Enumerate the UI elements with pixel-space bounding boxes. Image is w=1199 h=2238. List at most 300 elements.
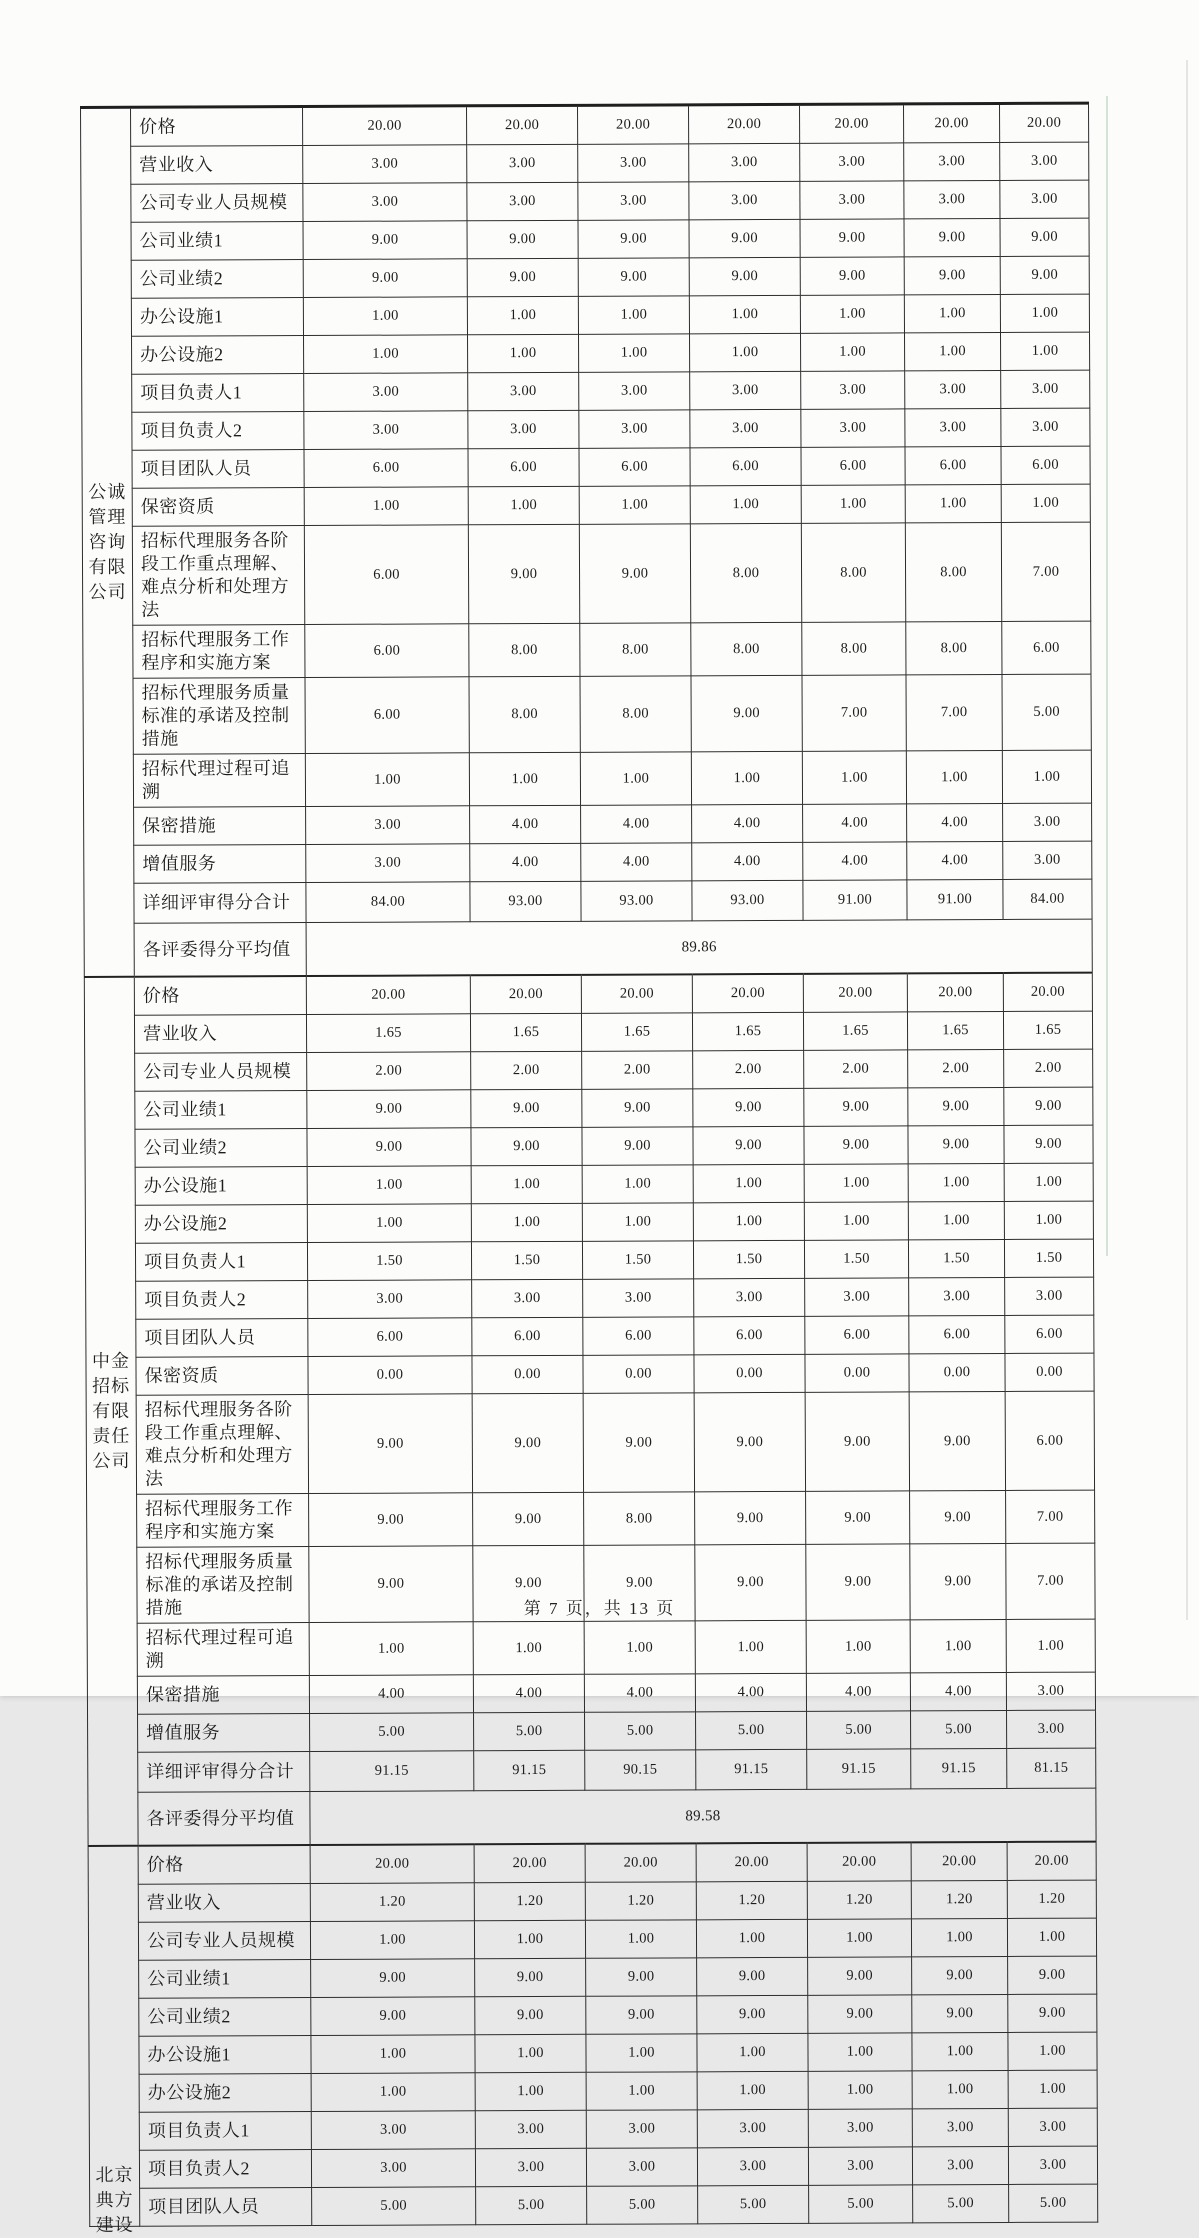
table-row xyxy=(82,522,1090,625)
score-cell: 7.00 xyxy=(1006,1543,1095,1619)
criterion-label: 保密资质 xyxy=(136,1357,308,1396)
score-cell: 9.00 xyxy=(805,1392,909,1491)
score-cell: 3.00 xyxy=(690,371,801,409)
table-row xyxy=(87,1672,1095,1714)
score-cell: 5.00 xyxy=(1002,674,1091,750)
score-cell: 5.00 xyxy=(807,1711,911,1749)
table-row xyxy=(82,370,1090,412)
score-cell: 9.00 xyxy=(586,1958,697,1996)
score-cell: 3.00 xyxy=(1003,841,1092,879)
score-cell: 3.00 xyxy=(904,180,1000,218)
average-row xyxy=(88,1788,1096,1846)
score-cell: 1.00 xyxy=(804,1164,908,1202)
table-row xyxy=(89,2070,1097,2112)
score-cell: 91.15 xyxy=(310,1751,474,1792)
table-row xyxy=(81,294,1089,336)
company-name xyxy=(84,977,138,1846)
score-cell: 3.00 xyxy=(1000,180,1089,218)
criterion-label: 公司业绩2 xyxy=(139,1998,311,2037)
score-cell: 1.20 xyxy=(911,1880,1007,1918)
company-name-text: 公诚 管理 咨询 有限 公司 xyxy=(88,481,127,602)
score-cell: 20.00 xyxy=(581,974,692,1013)
score-cell: 3.00 xyxy=(912,2146,1008,2184)
score-cell: 1.00 xyxy=(906,750,1002,803)
score-cell: 9.00 xyxy=(804,1126,908,1164)
score-cell: 1.50 xyxy=(908,1239,1004,1277)
criterion-label: 保密措施 xyxy=(134,807,306,846)
score-cell: 6.00 xyxy=(801,447,905,485)
score-cell: 6.00 xyxy=(468,448,579,486)
score-cell: 2.00 xyxy=(693,1050,804,1088)
table-row xyxy=(84,841,1092,883)
score-cell: 1.50 xyxy=(307,1242,471,1281)
score-cell: 1.00 xyxy=(1002,750,1091,803)
score-cell: 3.00 xyxy=(583,1279,694,1317)
score-cell: 3.00 xyxy=(304,373,468,412)
score-cell: 20.00 xyxy=(907,973,1003,1012)
score-cell: 20.00 xyxy=(578,105,689,144)
score-cell: 2.00 xyxy=(908,1049,1004,1087)
score-cell: 9.00 xyxy=(583,1393,694,1492)
criterion-label: 项目负责人1 xyxy=(132,374,304,413)
criterion-label: 价格 xyxy=(138,1845,310,1884)
score-cell: 9.00 xyxy=(584,1545,695,1621)
score-cell: 91.15 xyxy=(807,1749,911,1789)
score-cell: 1.00 xyxy=(804,1202,908,1240)
score-cell: 1.00 xyxy=(309,1622,473,1676)
score-cell: 20.00 xyxy=(474,1844,585,1883)
criterion-label: 办公设施2 xyxy=(132,336,304,375)
score-cell: 3.00 xyxy=(472,1279,583,1317)
score-cell: 20.00 xyxy=(903,103,999,142)
score-cell: 1.00 xyxy=(310,1921,474,1960)
score-cell: 2.00 xyxy=(307,1052,471,1091)
score-cell: 3.00 xyxy=(579,410,690,448)
score-cell: 3.00 xyxy=(904,142,1000,180)
score-cell: 5.00 xyxy=(474,1712,585,1750)
table-row xyxy=(86,1277,1094,1319)
score-cell: 9.00 xyxy=(467,258,578,296)
score-cell: 1.00 xyxy=(579,486,690,524)
score-cell: 81.15 xyxy=(1007,1748,1096,1788)
table-row xyxy=(82,484,1090,526)
score-cell: 2.00 xyxy=(804,1050,908,1088)
score-cell: 5.00 xyxy=(911,1710,1007,1748)
criterion-label: 营业收入 xyxy=(134,1015,306,1054)
table-row xyxy=(89,2146,1097,2188)
score-cell: 3.00 xyxy=(308,1280,472,1319)
score-cell: 3.00 xyxy=(1008,2146,1097,2184)
score-cell: 5.00 xyxy=(476,2186,587,2224)
score-cell: 4.00 xyxy=(473,1674,584,1712)
score-cell: 3.00 xyxy=(1008,2108,1097,2146)
score-cell: 6.00 xyxy=(583,1317,694,1355)
score-cell: 9.00 xyxy=(910,1543,1006,1619)
score-cell: 93.00 xyxy=(581,881,692,921)
score-cell: 9.00 xyxy=(904,256,1000,294)
criterion-label: 公司业绩2 xyxy=(131,260,303,299)
score-cell: 6.00 xyxy=(805,1316,909,1354)
criterion-label: 办公设施1 xyxy=(135,1167,307,1206)
score-cell: 20.00 xyxy=(689,104,800,143)
table-row xyxy=(85,1239,1093,1281)
table-row xyxy=(88,1918,1096,1960)
score-cell: 1.00 xyxy=(910,1619,1006,1672)
score-cell: 4.00 xyxy=(695,1673,806,1711)
score-cell: 3.00 xyxy=(467,144,578,182)
score-cell: 6.00 xyxy=(472,1317,583,1355)
score-cell: 8.00 xyxy=(801,523,905,622)
score-cell: 3.00 xyxy=(1001,370,1090,408)
score-cell: 9.00 xyxy=(1000,218,1089,256)
score-cell: 3.00 xyxy=(690,409,801,447)
score-cell: 9.00 xyxy=(473,1492,584,1545)
score-cell: 1.00 xyxy=(912,2032,1008,2070)
score-cell: 9.00 xyxy=(689,219,800,257)
criterion-label: 招标代理服务各阶段工作重点理解、难点分析和处理方法 xyxy=(132,526,304,626)
score-cell: 1.65 xyxy=(470,1013,581,1051)
criterion-label: 营业收入 xyxy=(138,1884,310,1923)
score-cell: 3.00 xyxy=(689,181,800,219)
score-cell: 9.00 xyxy=(471,1127,582,1165)
score-cell: 1.20 xyxy=(474,1882,585,1920)
scan-streak-artifact xyxy=(1186,60,1188,1620)
criterion-label: 办公设施2 xyxy=(139,2074,311,2113)
score-cell: 1.00 xyxy=(904,332,1000,370)
score-cell: 6.00 xyxy=(1001,446,1090,484)
score-cell: 1.00 xyxy=(307,1204,471,1243)
criterion-label: 保密措施 xyxy=(137,1676,309,1715)
score-cell: 1.00 xyxy=(800,333,904,371)
score-cell: 9.00 xyxy=(800,219,904,257)
score-cell: 6.00 xyxy=(694,1316,805,1354)
score-cell: 84.00 xyxy=(306,882,470,923)
table-row xyxy=(83,621,1091,678)
score-cell: 0.00 xyxy=(694,1354,805,1392)
score-cell: 3.00 xyxy=(801,371,905,409)
score-cell: 9.00 xyxy=(473,1545,584,1621)
score-cell: 3.00 xyxy=(689,143,800,181)
scan-streak-artifact xyxy=(1106,96,1108,1256)
criterion-label: 招标代理服务质量标准的承诺及控制措施 xyxy=(133,678,305,755)
table-row xyxy=(81,256,1089,298)
score-cell: 1.00 xyxy=(467,296,578,334)
score-cell: 9.00 xyxy=(309,1546,473,1623)
score-cell: 3.00 xyxy=(909,1277,1005,1315)
score-cell: 3.00 xyxy=(800,143,904,181)
criterion-label: 详细评审得分合计 xyxy=(134,883,306,924)
score-cell: 1.00 xyxy=(693,1164,804,1202)
score-cell: 5.00 xyxy=(698,2185,809,2223)
score-cell: 1.00 xyxy=(801,485,905,523)
score-cell: 6.00 xyxy=(304,525,468,625)
score-cell: 8.00 xyxy=(469,676,580,752)
table-row xyxy=(85,1087,1093,1129)
score-cell: 20.00 xyxy=(799,104,903,143)
score-cell: 1.00 xyxy=(475,2034,586,2072)
score-cell: 0.00 xyxy=(805,1354,909,1392)
criterion-label: 招标代理服务工作程序和实施方案 xyxy=(137,1494,309,1548)
table-row xyxy=(85,1125,1093,1167)
table-row xyxy=(86,1315,1094,1357)
score-cell: 3.00 xyxy=(586,2110,697,2148)
criterion-label: 详细评审得分合计 xyxy=(138,1752,310,1793)
score-cell: 7.00 xyxy=(906,674,1002,750)
score-cell: 0.00 xyxy=(308,1356,472,1395)
score-cell: 8.00 xyxy=(802,622,906,675)
score-cell: 3.00 xyxy=(468,372,579,410)
criterion-label: 公司专业人员规模 xyxy=(131,184,303,223)
score-cell: 1.00 xyxy=(311,2035,475,2074)
score-cell: 4.00 xyxy=(907,841,1003,879)
score-cell: 9.00 xyxy=(806,1491,910,1544)
score-cell: 93.00 xyxy=(470,881,581,921)
score-cell: 4.00 xyxy=(309,1675,473,1714)
score-cell: 3.00 xyxy=(311,2111,475,2150)
criterion-label: 营业收入 xyxy=(131,146,303,185)
score-cell: 3.00 xyxy=(800,181,904,219)
score-cell: 3.00 xyxy=(1003,803,1092,841)
score-cell: 3.00 xyxy=(1007,1710,1096,1748)
table-row xyxy=(84,879,1092,923)
score-cell: 9.00 xyxy=(689,257,800,295)
criterion-label: 项目负责人1 xyxy=(139,2112,311,2151)
score-cell: 3.00 xyxy=(697,2147,808,2185)
score-cell: 5.00 xyxy=(696,1711,807,1749)
score-cell: 1.00 xyxy=(303,297,467,336)
score-cell: 1.20 xyxy=(310,1883,474,1922)
score-cell: 1.00 xyxy=(1006,1619,1095,1672)
score-cell: 4.00 xyxy=(692,804,803,842)
criterion-label: 公司专业人员规模 xyxy=(138,1922,310,1961)
criterion-label: 办公设施2 xyxy=(135,1205,307,1244)
score-cell: 3.00 xyxy=(475,2110,586,2148)
criterion-label: 招标代理过程可追溯 xyxy=(137,1623,309,1677)
average-value: 89.58 xyxy=(310,1788,1096,1845)
score-cell: 3.00 xyxy=(1000,142,1089,180)
score-cell: 9.00 xyxy=(909,1391,1005,1490)
score-cell: 91.15 xyxy=(474,1750,585,1790)
score-cell: 1.50 xyxy=(471,1241,582,1279)
score-cell: 1.00 xyxy=(905,484,1001,522)
table-row xyxy=(90,2184,1098,2226)
score-cell: 9.00 xyxy=(578,220,689,258)
score-cell: 20.00 xyxy=(585,1843,696,1882)
score-cell: 3.00 xyxy=(303,183,467,222)
score-cell: 6.00 xyxy=(305,677,469,754)
score-cell: 90.15 xyxy=(585,1750,696,1790)
score-cell: 6.00 xyxy=(909,1315,1005,1353)
score-cell: 93.00 xyxy=(692,880,803,920)
score-cell: 7.00 xyxy=(1006,1490,1095,1543)
score-cell: 3.00 xyxy=(578,182,689,220)
score-cell: 1.00 xyxy=(808,2033,912,2071)
score-cell: 9.00 xyxy=(1004,1125,1093,1163)
score-cell: 3.00 xyxy=(801,409,905,447)
score-cell: 8.00 xyxy=(469,623,580,676)
score-cell: 9.00 xyxy=(1004,1087,1093,1125)
score-cell: 3.00 xyxy=(306,844,470,883)
score-cell: 1.00 xyxy=(1000,294,1089,332)
criterion-label: 公司业绩1 xyxy=(139,1960,311,1999)
score-cell: 20.00 xyxy=(470,975,581,1014)
score-cell: 1.00 xyxy=(690,485,801,523)
criterion-label: 项目团队人员 xyxy=(136,1319,308,1358)
score-cell: 1.65 xyxy=(692,1012,803,1050)
score-cell: 3.00 xyxy=(905,408,1001,446)
criterion-label: 项目负责人1 xyxy=(135,1243,307,1282)
score-cell: 20.00 xyxy=(807,1842,911,1881)
criterion-label: 价格 xyxy=(131,107,303,147)
score-cell: 9.00 xyxy=(808,1957,912,1995)
score-cell: 9.00 xyxy=(311,1997,475,2036)
score-cell: 1.00 xyxy=(578,296,689,334)
score-cell: 9.00 xyxy=(303,259,467,298)
score-cell: 2.00 xyxy=(471,1051,582,1089)
score-cell: 5.00 xyxy=(585,1712,696,1750)
score-cell: 1.00 xyxy=(475,2072,586,2110)
score-cell: 9.00 xyxy=(1008,1956,1097,1994)
score-cell: 1.00 xyxy=(1004,1163,1093,1201)
score-cell: 9.00 xyxy=(1008,1994,1097,2032)
score-cell: 3.00 xyxy=(304,411,468,450)
score-cell: 1.00 xyxy=(697,2033,808,2071)
score-cell: 1.00 xyxy=(807,1919,911,1957)
score-cell: 5.00 xyxy=(913,2184,1009,2222)
score-cell: 3.00 xyxy=(306,806,470,845)
score-cell: 9.00 xyxy=(471,1089,582,1127)
score-cell: 3.00 xyxy=(467,182,578,220)
score-cell: 4.00 xyxy=(803,842,907,880)
score-cell: 1.00 xyxy=(908,1201,1004,1239)
score-cell: 8.00 xyxy=(690,523,801,622)
table-row xyxy=(85,1201,1093,1243)
score-cell: 9.00 xyxy=(311,1959,475,1998)
score-cell: 6.00 xyxy=(905,446,1001,484)
score-cell: 1.50 xyxy=(582,1241,693,1279)
table-row xyxy=(88,1710,1096,1752)
score-cell: 8.00 xyxy=(580,676,691,752)
score-cell: 8.00 xyxy=(906,621,1002,674)
criterion-label: 公司业绩1 xyxy=(131,222,303,261)
score-cell: 1.00 xyxy=(908,1163,1004,1201)
average-row xyxy=(84,919,1092,977)
score-cell: 1.00 xyxy=(802,751,906,804)
table-row xyxy=(81,218,1089,260)
criterion-label: 项目负责人2 xyxy=(139,2150,311,2189)
table-row xyxy=(82,446,1090,488)
score-cell: 1.00 xyxy=(1008,2070,1097,2108)
score-cell: 20.00 xyxy=(1003,973,1092,1012)
score-cell: 9.00 xyxy=(806,1544,910,1620)
criterion-label: 保密资质 xyxy=(132,488,304,527)
score-cell: 1.65 xyxy=(803,1012,907,1050)
score-cell: 3.00 xyxy=(1006,1672,1095,1710)
table-row xyxy=(85,1049,1093,1091)
score-cell: 1.00 xyxy=(904,294,1000,332)
criterion-label: 公司业绩2 xyxy=(135,1129,307,1168)
score-cell: 1.00 xyxy=(695,1620,806,1673)
score-cell: 9.00 xyxy=(800,257,904,295)
table-row xyxy=(88,1842,1096,1885)
score-cell: 91.00 xyxy=(907,879,1003,919)
score-cell: 1.00 xyxy=(693,1202,804,1240)
score-cell: 9.00 xyxy=(582,1127,693,1165)
score-cell: 5.00 xyxy=(809,2185,913,2223)
score-cell: 6.00 xyxy=(305,624,469,678)
score-cell: 1.00 xyxy=(580,752,691,805)
score-cell: 6.00 xyxy=(1002,621,1091,674)
score-cell: 4.00 xyxy=(692,842,803,880)
score-cell: 6.00 xyxy=(308,1318,472,1357)
score-cell: 5.00 xyxy=(312,2187,476,2226)
criterion-label: 项目团队人员 xyxy=(132,450,304,489)
score-cell: 1.00 xyxy=(579,334,690,372)
score-cell: 1.00 xyxy=(304,335,468,374)
score-cell: 1.00 xyxy=(800,295,904,333)
score-cell: 5.00 xyxy=(310,1713,474,1752)
score-cell: 4.00 xyxy=(584,1674,695,1712)
score-cell: 1.00 xyxy=(474,1920,585,1958)
score-cell: 6.00 xyxy=(304,449,468,488)
score-cell: 1.00 xyxy=(582,1165,693,1203)
score-cell: 4.00 xyxy=(581,843,692,881)
score-cell: 3.00 xyxy=(697,2109,808,2147)
score-cell: 1.00 xyxy=(307,1166,471,1205)
evaluation-score-table xyxy=(80,102,1097,2235)
page-footer: 第 7 页，共 13 页 xyxy=(523,1599,676,1618)
score-cell: 5.00 xyxy=(587,2186,698,2224)
criterion-label: 招标代理过程可追溯 xyxy=(133,754,305,808)
criterion-label: 招标代理服务各阶段工作重点理解、难点分析和处理方法 xyxy=(136,1395,308,1495)
score-cell: 3.00 xyxy=(808,2147,912,2185)
score-cell: 20.00 xyxy=(911,1842,1007,1881)
table-row xyxy=(81,103,1089,146)
score-cell: 9.00 xyxy=(691,675,802,751)
score-cell: 6.00 xyxy=(690,447,801,485)
company-name-text: 中金 招标 有限 责任 公司 xyxy=(91,1350,131,1471)
score-cell: 91.15 xyxy=(911,1748,1007,1788)
criterion-label: 增值服务 xyxy=(138,1714,310,1753)
score-cell: 9.00 xyxy=(908,1125,1004,1163)
score-cell: 9.00 xyxy=(475,1958,586,1996)
score-cell: 1.00 xyxy=(311,2073,475,2112)
score-cell: 9.00 xyxy=(912,1994,1008,2032)
score-cell: 4.00 xyxy=(470,805,581,843)
score-cell: 1.00 xyxy=(912,2070,1008,2108)
table-row xyxy=(83,674,1091,754)
score-cell: 1.00 xyxy=(305,753,469,807)
criterion-label: 项目负责人2 xyxy=(136,1281,308,1320)
score-cell: 1.00 xyxy=(586,2072,697,2110)
score-cell: 1.20 xyxy=(696,1881,807,1919)
score-cell: 20.00 xyxy=(692,974,803,1013)
score-cell: 1.20 xyxy=(585,1882,696,1920)
score-cell: 9.00 xyxy=(693,1126,804,1164)
score-cell: 9.00 xyxy=(1000,256,1089,294)
score-cell: 20.00 xyxy=(999,103,1088,142)
score-cell: 1.00 xyxy=(696,1919,807,1957)
score-cell: 1.00 xyxy=(582,1203,693,1241)
score-cell: 6.00 xyxy=(579,448,690,486)
score-cell: 1.00 xyxy=(1000,332,1089,370)
table-row xyxy=(84,973,1092,1016)
table-row xyxy=(81,142,1089,184)
score-cell: 2.00 xyxy=(582,1051,693,1089)
company-name xyxy=(88,1846,140,2235)
score-cell: 3.00 xyxy=(475,2148,586,2186)
score-cell: 1.00 xyxy=(304,487,468,526)
